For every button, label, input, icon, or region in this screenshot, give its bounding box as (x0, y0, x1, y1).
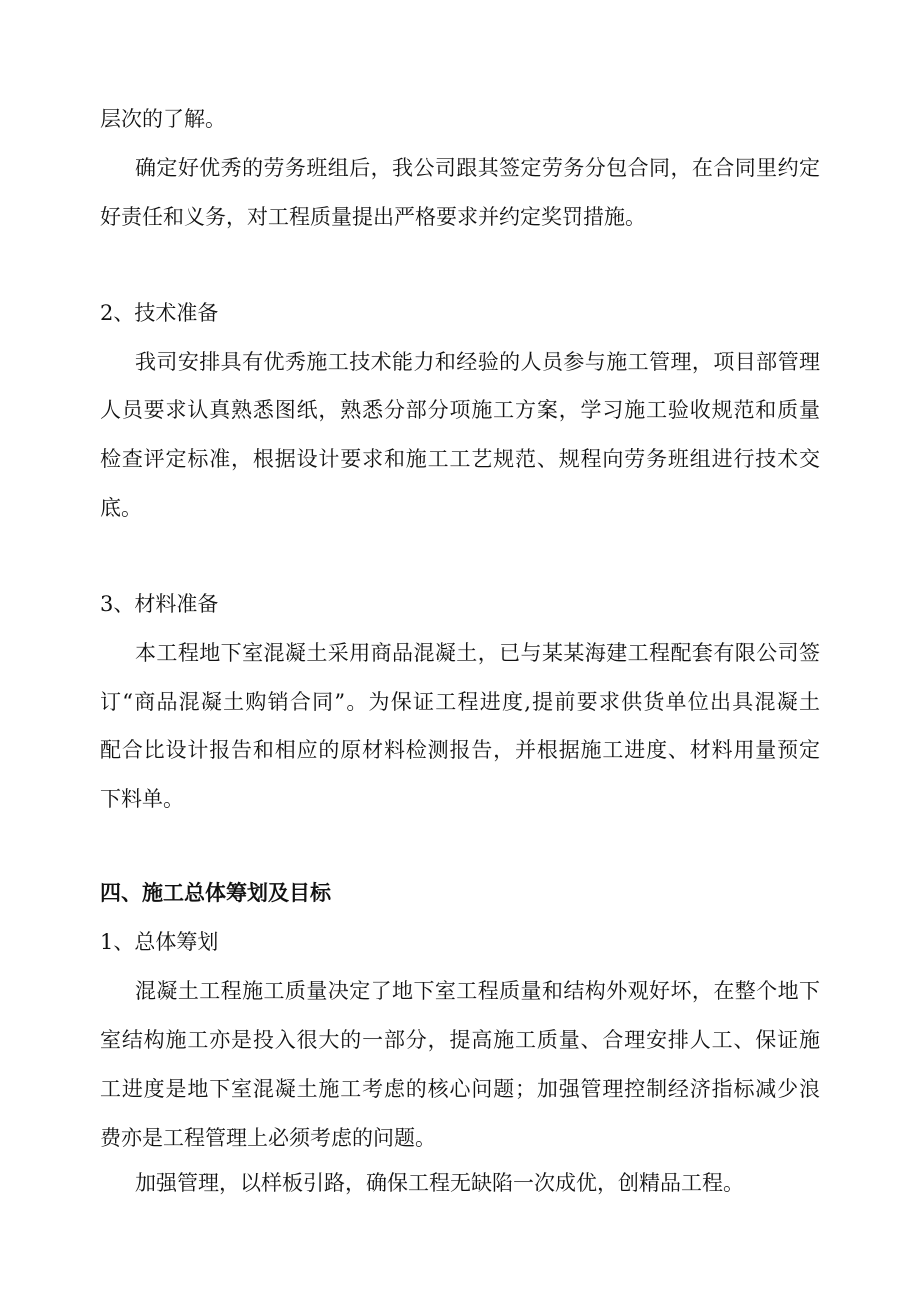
paragraph-line: 本工程地下室混凝土采用商品混凝土，已与某某海建工程配套有限公司签 (135, 641, 820, 665)
part-heading-overall-planning: 四、施工总体筹划及目标 (100, 881, 331, 905)
paragraph-line: 人员要求认真熟悉图纸，熟悉分部分项施工方案，学习施工验收规范和质量 (100, 398, 820, 422)
paragraph-line: 工进度是地下室混凝土施工考虑的核心问题；加强管理控制经济指标减少浪 (100, 1077, 820, 1101)
paragraph-line: 下料单。 (100, 787, 184, 811)
subsection-heading-overall-plan: 1、总体筹划 (100, 930, 219, 954)
section-heading-tech-prep: 2、技术准备 (100, 301, 219, 325)
paragraph-line: 订“商品混凝土购销合同”。为保证工程进度,提前要求供货单位出具混凝土 (100, 690, 820, 714)
section-heading-material-prep: 3、材料准备 (100, 592, 219, 616)
paragraph-line: 室结构施工亦是投入很大的一部分，提高施工质量、合理安排人工、保证施 (100, 1028, 820, 1052)
paragraph-line: 检查评定标准，根据设计要求和施工工艺规范、规程向劳务班组进行技术交 (100, 447, 820, 471)
paragraph-line: 配合比设计报告和相应的原材料检测报告，并根据施工进度、材料用量预定 (100, 738, 820, 762)
paragraph-line: 确定好优秀的劳务班组后，我公司跟其签定劳务分包合同，在合同里约定 (135, 156, 820, 180)
paragraph-line: 费亦是工程管理上必须考虑的问题。 (100, 1126, 436, 1150)
paragraph-line: 我司安排具有优秀施工技术能力和经验的人员参与施工管理，项目部管理 (135, 350, 820, 374)
paragraph-line: 好责任和义务，对工程质量提出严格要求并约定奖罚措施。 (100, 205, 646, 229)
paragraph-line: 层次的了解。 (100, 107, 226, 131)
paragraph-line: 混凝土工程施工质量决定了地下室工程质量和结构外观好坏，在整个地下 (135, 979, 820, 1003)
paragraph-line: 加强管理，以样板引路，确保工程无缺陷一次成优，创精品工程。 (135, 1171, 744, 1195)
paragraph-line: 底。 (100, 496, 142, 520)
